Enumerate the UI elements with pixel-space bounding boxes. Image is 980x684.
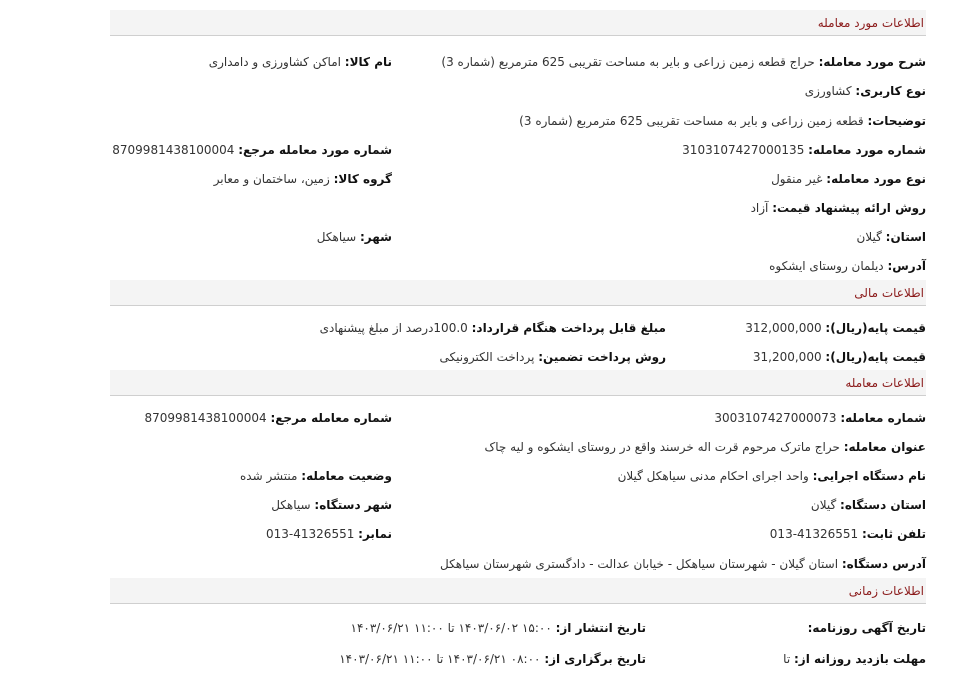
deal-ref-number <box>112 142 392 158</box>
deal-description-title-label: شرح مورد معامله: <box>818 55 926 69</box>
publish-date-label: تاریخ انتشار از: <box>555 621 646 635</box>
transaction-number-label: شماره معامله: <box>840 411 926 425</box>
hold-date-value: ۰۸:۰۰ ۱۴۰۳/۰۶/۲۱ تا ۱۱:۰۰ ۱۴۰۳/۰۶/۲۱ <box>339 652 541 666</box>
province-value: گیلان <box>856 230 882 244</box>
executive-org-label: نام دستگاه اجرایی: <box>812 469 926 483</box>
transaction-status <box>240 468 392 484</box>
page-content <box>110 8 926 684</box>
executive-org <box>618 468 926 484</box>
price-method-label: روش ارائه پیشنهاد قیمت: <box>772 201 926 215</box>
daily-visit <box>783 651 926 667</box>
notes-value: قطعه زمین زراعی و بایر به مساحت تقریبی 625 مترمربع (شماره 3) <box>519 114 864 128</box>
goods-group-label: گروه کالا: <box>333 172 392 186</box>
org-province-label: استان دستگاه: <box>840 498 926 512</box>
deal-ref-number-value: 8709981438100004 <box>112 143 235 157</box>
transaction-title-label: عنوان معامله: <box>843 440 926 454</box>
section-deal-info: اطلاعات مورد معامله <box>110 10 926 36</box>
deal-number <box>682 142 926 158</box>
contract-payment <box>320 320 666 336</box>
publish-date-value: ۱۵:۰۰ ۱۴۰۳/۰۶/۰۲ تا ۱۱:۰۰ ۱۴۰۳/۰۶/۲۱ <box>350 621 552 635</box>
goods-group <box>214 171 392 187</box>
deal-ref-number-label: شماره مورد معامله مرجع: <box>238 143 392 157</box>
transaction-ref-label: شماره معامله مرجع: <box>270 411 392 425</box>
org-city-value: سیاهکل <box>271 498 311 512</box>
hold-date-label: تاریخ برگزاری از: <box>544 652 646 666</box>
goods-name-value: اماکن کشاورزی و دامداری <box>208 55 341 69</box>
contract-payment-label: مبلغ قابل پرداخت هنگام قرارداد: <box>471 321 666 335</box>
org-city <box>271 497 392 513</box>
newspaper-ad-date-label: تاریخ آگهی روزنامه: <box>807 621 926 635</box>
org-address-label: آدرس دستگاه: <box>841 557 926 571</box>
executive-org-value: واحد اجرای احکام مدنی سیاهکل گیلان <box>617 469 809 483</box>
goods-name-label: نام کالا: <box>344 55 392 69</box>
transaction-ref <box>144 410 392 426</box>
price-method <box>751 200 926 216</box>
address-label: آدرس: <box>887 259 926 273</box>
hold-date <box>339 651 646 667</box>
transaction-title-value: حراج ماترک مرحوم قرت اله خرسند واقع در روستای ایشکوه و لیه چاک <box>484 440 840 454</box>
publish-date <box>351 620 646 636</box>
usage-type-label: نوع کاربری: <box>855 84 926 98</box>
newspaper-ad-date <box>808 620 926 636</box>
price-method-value: آزاد <box>750 201 769 215</box>
base-price-1-value: 312,000,000 <box>745 321 822 335</box>
deal-type-label: نوع مورد معامله: <box>826 172 926 186</box>
guarantee-method-label: روش پرداخت تضمین: <box>538 350 666 364</box>
base-price-2-label: قیمت پایه(ریال): <box>825 350 926 364</box>
base-price-1 <box>745 320 926 336</box>
province <box>857 229 927 245</box>
base-price-1-label: قیمت پایه(ریال): <box>825 321 926 335</box>
usage-type <box>805 83 926 99</box>
transaction-number-value: 3003107427000073 <box>714 411 837 425</box>
section-transaction: اطلاعات معامله <box>110 370 926 396</box>
guarantee-method-value: پرداخت الکترونیکی <box>439 350 535 364</box>
deal-type <box>771 171 926 187</box>
org-province <box>811 497 926 513</box>
org-province-value: گیلان <box>810 498 837 512</box>
base-price-2 <box>753 349 926 365</box>
org-phone <box>770 526 926 542</box>
daily-visit-value: تا <box>783 652 791 666</box>
deal-description-title <box>441 54 926 70</box>
usage-type-value: کشاورزی <box>804 84 852 98</box>
address-value: دیلمان روستای ایشکوه <box>769 259 884 273</box>
org-city-label: شهر دستگاه: <box>314 498 392 512</box>
deal-number-label: شماره مورد معامله: <box>808 143 926 157</box>
org-fax <box>266 526 392 542</box>
transaction-status-label: وضعیت معامله: <box>301 469 392 483</box>
goods-group-value: زمین، ساختمان و معابر <box>213 172 330 186</box>
transaction-number <box>714 410 926 426</box>
address <box>769 258 926 274</box>
org-address-value: استان گیلان - شهرستان سیاهکل - خیابان عدالت - دادگستری شهرستان سیاهکل <box>440 557 839 571</box>
deal-type-value: غیر منقول <box>771 172 823 186</box>
base-price-2-value: 31,200,000 <box>752 350 822 364</box>
province-label: استان: <box>885 230 926 244</box>
city-label: شهر: <box>360 230 392 244</box>
org-address <box>440 556 926 572</box>
goods-name <box>209 54 392 70</box>
section-timing: اطلاعات زمانی <box>110 578 926 604</box>
city-value: سیاهکل <box>316 230 357 244</box>
transaction-title <box>485 439 926 455</box>
section-financial: اطلاعات مالی <box>110 280 926 306</box>
contract-payment-value: 100.0درصد از مبلغ پیشنهادی <box>319 321 468 335</box>
city <box>317 229 392 245</box>
deal-number-value: 3103107427000135 <box>682 143 805 157</box>
transaction-status-value: منتشر شده <box>239 469 298 483</box>
notes-label: توضیحات: <box>867 114 926 128</box>
org-fax-label: نمابر: <box>358 527 392 541</box>
org-phone-value: 41326551-013 <box>769 527 859 541</box>
transaction-ref-value: 8709981438100004 <box>144 411 267 425</box>
org-fax-value: 41326551-013 <box>266 527 355 541</box>
guarantee-method <box>440 349 666 365</box>
deal-description-title-value: حراج قطعه زمین زراعی و بایر به مساحت تقریبی 625 مترمربع (شماره 3) <box>441 55 815 69</box>
daily-visit-label: مهلت بازدید روزانه از: <box>794 652 926 666</box>
notes <box>519 113 926 129</box>
org-phone-label: تلفن ثابت: <box>861 527 926 541</box>
